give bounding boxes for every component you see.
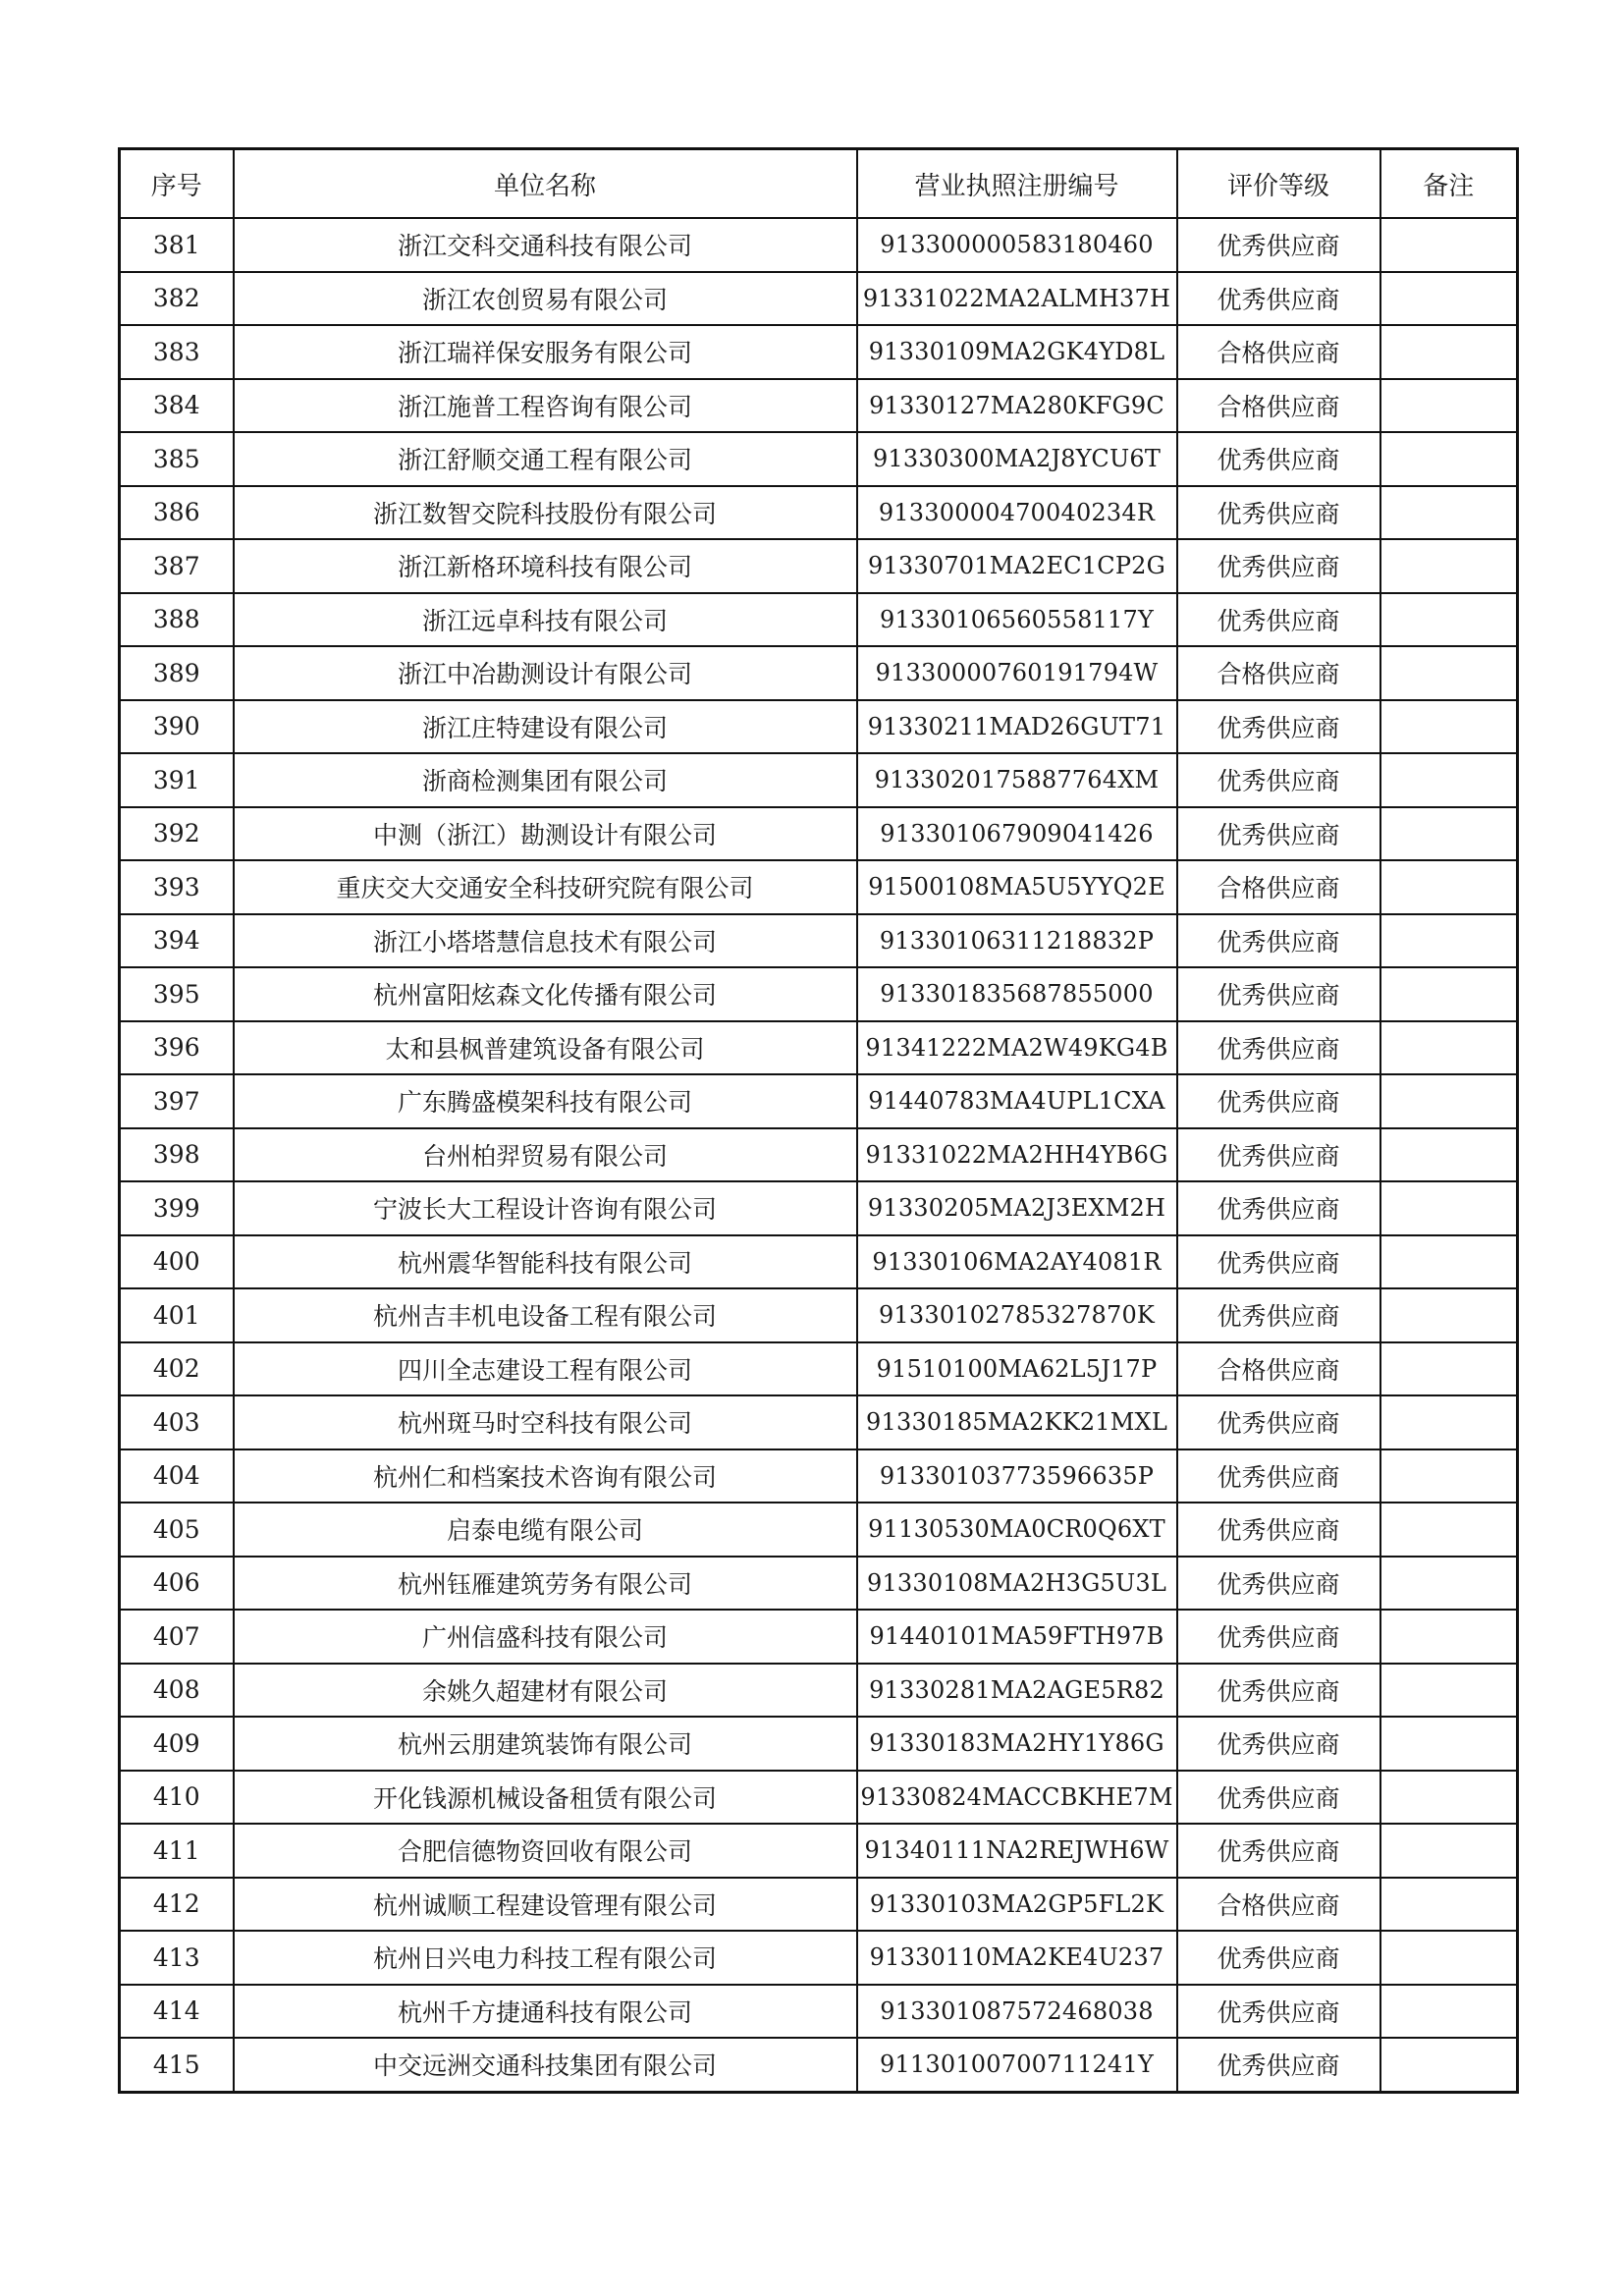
rating-cell: 优秀供应商 <box>1177 1021 1380 1075</box>
company-name-cell: 杭州震华智能科技有限公司 <box>234 1235 857 1289</box>
license-number-cell: 91330106560558117Y <box>857 593 1177 647</box>
rating-cell: 优秀供应商 <box>1177 432 1380 486</box>
rating-cell: 优秀供应商 <box>1177 753 1380 807</box>
rating-cell: 优秀供应商 <box>1177 1074 1380 1128</box>
license-number-cell: 91330281MA2AGE5R82 <box>857 1664 1177 1718</box>
license-number-cell: 913300000583180460 <box>857 218 1177 272</box>
remarks-cell <box>1380 1557 1518 1611</box>
seq-cell: 393 <box>120 860 234 914</box>
rating-cell: 优秀供应商 <box>1177 2038 1380 2092</box>
table-row <box>120 1557 1518 1611</box>
company-name-cell: 开化钱源机械设备租赁有限公司 <box>234 1771 857 1825</box>
remarks-cell <box>1380 753 1518 807</box>
company-name-cell: 杭州日兴电力科技工程有限公司 <box>234 1931 857 1985</box>
license-number-cell: 91330106311218832P <box>857 914 1177 968</box>
table-row <box>120 593 1518 647</box>
rating-cell: 合格供应商 <box>1177 646 1380 700</box>
seq-cell: 410 <box>120 1771 234 1825</box>
license-number-cell: 91330205MA2J3EXM2H <box>857 1181 1177 1235</box>
seq-cell: 390 <box>120 700 234 754</box>
seq-cell: 412 <box>120 1878 234 1932</box>
seq-cell: 385 <box>120 432 234 486</box>
license-number-cell: 91330183MA2HY1Y86G <box>857 1717 1177 1771</box>
header-company-name: 单位名称 <box>234 149 857 219</box>
company-name-cell: 浙江瑞祥保安服务有限公司 <box>234 325 857 379</box>
license-number-cell: 91330211MAD26GUT71 <box>857 700 1177 754</box>
remarks-cell <box>1380 807 1518 861</box>
header-seq: 序号 <box>120 149 234 219</box>
table-row <box>120 2038 1518 2092</box>
seq-cell: 408 <box>120 1664 234 1718</box>
remarks-cell <box>1380 432 1518 486</box>
table-body <box>120 218 1518 2092</box>
rating-cell: 合格供应商 <box>1177 860 1380 914</box>
seq-cell: 406 <box>120 1557 234 1611</box>
remarks-cell <box>1380 1288 1518 1342</box>
license-number-cell: 91330000470040234R <box>857 486 1177 540</box>
remarks-cell <box>1380 379 1518 433</box>
table-row <box>120 1824 1518 1878</box>
remarks-cell <box>1380 1985 1518 2039</box>
seq-cell: 403 <box>120 1395 234 1449</box>
license-number-cell: 91331022MA2HH4YB6G <box>857 1128 1177 1182</box>
company-name-cell: 浙江新格环境科技有限公司 <box>234 539 857 593</box>
company-name-cell: 浙江小塔塔慧信息技术有限公司 <box>234 914 857 968</box>
remarks-cell <box>1380 1503 1518 1557</box>
license-number-cell: 91330109MA2GK4YD8L <box>857 325 1177 379</box>
table-row <box>120 700 1518 754</box>
license-number-cell: 91330110MA2KE4U237 <box>857 1931 1177 1985</box>
remarks-cell <box>1380 593 1518 647</box>
table-row <box>120 1021 1518 1075</box>
company-name-cell: 杭州仁和档案技术咨询有限公司 <box>234 1449 857 1503</box>
remarks-cell <box>1380 539 1518 593</box>
seq-cell: 387 <box>120 539 234 593</box>
seq-cell: 394 <box>120 914 234 968</box>
company-name-cell: 浙江交科交通科技有限公司 <box>234 218 857 272</box>
company-name-cell: 浙江远卓科技有限公司 <box>234 593 857 647</box>
seq-cell: 389 <box>120 646 234 700</box>
rating-cell: 优秀供应商 <box>1177 1557 1380 1611</box>
license-number-cell: 91340111NA2REJWH6W <box>857 1824 1177 1878</box>
company-name-cell: 宁波长大工程设计咨询有限公司 <box>234 1181 857 1235</box>
remarks-cell <box>1380 1717 1518 1771</box>
company-name-cell: 浙江中冶勘测设计有限公司 <box>234 646 857 700</box>
rating-cell: 优秀供应商 <box>1177 1449 1380 1503</box>
remarks-cell <box>1380 1610 1518 1664</box>
table-row <box>120 860 1518 914</box>
header-rating: 评价等级 <box>1177 149 1380 219</box>
rating-cell: 优秀供应商 <box>1177 807 1380 861</box>
company-name-cell: 四川全志建设工程有限公司 <box>234 1342 857 1396</box>
rating-cell: 优秀供应商 <box>1177 967 1380 1021</box>
table-row <box>120 1235 1518 1289</box>
seq-cell: 397 <box>120 1074 234 1128</box>
company-name-cell: 杭州富阳炫森文化传播有限公司 <box>234 967 857 1021</box>
license-number-cell: 9133020175887764XM <box>857 753 1177 807</box>
company-name-cell: 浙江庄特建设有限公司 <box>234 700 857 754</box>
remarks-cell <box>1380 218 1518 272</box>
rating-cell: 合格供应商 <box>1177 325 1380 379</box>
license-number-cell: 91330103773596635P <box>857 1449 1177 1503</box>
remarks-cell <box>1380 1771 1518 1825</box>
rating-cell: 优秀供应商 <box>1177 1181 1380 1235</box>
rating-cell: 优秀供应商 <box>1177 914 1380 968</box>
remarks-cell <box>1380 1824 1518 1878</box>
license-number-cell: 91330106MA2AY4081R <box>857 1235 1177 1289</box>
remarks-cell <box>1380 2038 1518 2092</box>
rating-cell: 合格供应商 <box>1177 379 1380 433</box>
company-name-cell: 太和县枫普建筑设备有限公司 <box>234 1021 857 1075</box>
rating-cell: 优秀供应商 <box>1177 1664 1380 1718</box>
license-number-cell: 91330824MACCBKHE7M <box>857 1771 1177 1825</box>
rating-cell: 优秀供应商 <box>1177 1288 1380 1342</box>
table-row <box>120 1771 1518 1825</box>
rating-cell: 优秀供应商 <box>1177 218 1380 272</box>
remarks-cell <box>1380 1235 1518 1289</box>
license-number-cell: 91330000760191794W <box>857 646 1177 700</box>
table-row <box>120 1342 1518 1396</box>
seq-cell: 384 <box>120 379 234 433</box>
table-row <box>120 1664 1518 1718</box>
table-row <box>120 379 1518 433</box>
company-name-cell: 中交远洲交通科技集团有限公司 <box>234 2038 857 2092</box>
company-name-cell: 浙江舒顺交通工程有限公司 <box>234 432 857 486</box>
seq-cell: 413 <box>120 1931 234 1985</box>
company-name-cell: 浙商检测集团有限公司 <box>234 753 857 807</box>
remarks-cell <box>1380 1342 1518 1396</box>
rating-cell: 优秀供应商 <box>1177 593 1380 647</box>
table-row <box>120 646 1518 700</box>
seq-cell: 414 <box>120 1985 234 2039</box>
company-name-cell: 重庆交大交通安全科技研究院有限公司 <box>234 860 857 914</box>
seq-cell: 392 <box>120 807 234 861</box>
rating-cell: 优秀供应商 <box>1177 539 1380 593</box>
rating-cell: 优秀供应商 <box>1177 1771 1380 1825</box>
company-name-cell: 杭州云朋建筑装饰有限公司 <box>234 1717 857 1771</box>
license-number-cell: 91440101MA59FTH97B <box>857 1610 1177 1664</box>
seq-cell: 409 <box>120 1717 234 1771</box>
rating-cell: 合格供应商 <box>1177 1342 1380 1396</box>
company-name-cell: 中测（浙江）勘测设计有限公司 <box>234 807 857 861</box>
table-row <box>120 807 1518 861</box>
seq-cell: 402 <box>120 1342 234 1396</box>
supplier-evaluation-table <box>118 147 1519 2094</box>
company-name-cell: 杭州钰雁建筑劳务有限公司 <box>234 1557 857 1611</box>
company-name-cell: 广东腾盛模架科技有限公司 <box>234 1074 857 1128</box>
table-row <box>120 967 1518 1021</box>
license-number-cell: 91500108MA5U5YYQ2E <box>857 860 1177 914</box>
table-row <box>120 1395 1518 1449</box>
seq-cell: 396 <box>120 1021 234 1075</box>
license-number-cell: 91330185MA2KK21MXL <box>857 1395 1177 1449</box>
table-row <box>120 1931 1518 1985</box>
company-name-cell: 杭州千方捷通科技有限公司 <box>234 1985 857 2039</box>
seq-cell: 415 <box>120 2038 234 2092</box>
company-name-cell: 杭州吉丰机电设备工程有限公司 <box>234 1288 857 1342</box>
table-row <box>120 1449 1518 1503</box>
seq-cell: 400 <box>120 1235 234 1289</box>
remarks-cell <box>1380 272 1518 326</box>
remarks-cell <box>1380 1931 1518 1985</box>
company-name-cell: 浙江施普工程咨询有限公司 <box>234 379 857 433</box>
license-number-cell: 91440783MA4UPL1CXA <box>857 1074 1177 1128</box>
license-number-cell: 91341222MA2W49KG4B <box>857 1021 1177 1075</box>
seq-cell: 411 <box>120 1824 234 1878</box>
company-name-cell: 合肥信德物资回收有限公司 <box>234 1824 857 1878</box>
table-row <box>120 1610 1518 1664</box>
remarks-cell <box>1380 486 1518 540</box>
license-number-cell: 91130100700711241Y <box>857 2038 1177 2092</box>
remarks-cell <box>1380 1128 1518 1182</box>
seq-cell: 404 <box>120 1449 234 1503</box>
seq-cell: 407 <box>120 1610 234 1664</box>
seq-cell: 399 <box>120 1181 234 1235</box>
table-row <box>120 1503 1518 1557</box>
license-number-cell: 91510100MA62L5J17P <box>857 1342 1177 1396</box>
table-row <box>120 1128 1518 1182</box>
remarks-cell <box>1380 1021 1518 1075</box>
remarks-cell <box>1380 325 1518 379</box>
remarks-cell <box>1380 860 1518 914</box>
seq-cell: 398 <box>120 1128 234 1182</box>
license-number-cell: 913301835687855000 <box>857 967 1177 1021</box>
license-number-cell: 91330127MA280KFG9C <box>857 379 1177 433</box>
seq-cell: 388 <box>120 593 234 647</box>
rating-cell: 优秀供应商 <box>1177 700 1380 754</box>
table-header-row <box>120 149 1518 219</box>
company-name-cell: 余姚久超建材有限公司 <box>234 1664 857 1718</box>
license-number-cell: 913301067909041426 <box>857 807 1177 861</box>
rating-cell: 优秀供应商 <box>1177 1985 1380 2039</box>
rating-cell: 优秀供应商 <box>1177 1931 1380 1985</box>
rating-cell: 优秀供应商 <box>1177 1717 1380 1771</box>
license-number-cell: 91331022MA2ALMH37H <box>857 272 1177 326</box>
license-number-cell: 91330102785327870K <box>857 1288 1177 1342</box>
rating-cell: 优秀供应商 <box>1177 486 1380 540</box>
table-row <box>120 1074 1518 1128</box>
remarks-cell <box>1380 700 1518 754</box>
header-license-number: 营业执照注册编号 <box>857 149 1177 219</box>
remarks-cell <box>1380 1449 1518 1503</box>
remarks-cell <box>1380 1395 1518 1449</box>
seq-cell: 381 <box>120 218 234 272</box>
rating-cell: 优秀供应商 <box>1177 1235 1380 1289</box>
remarks-cell <box>1380 1664 1518 1718</box>
table-row <box>120 432 1518 486</box>
table-row <box>120 914 1518 968</box>
remarks-cell <box>1380 914 1518 968</box>
remarks-cell <box>1380 1074 1518 1128</box>
rating-cell: 优秀供应商 <box>1177 1824 1380 1878</box>
rating-cell: 优秀供应商 <box>1177 272 1380 326</box>
rating-cell: 合格供应商 <box>1177 1878 1380 1932</box>
seq-cell: 405 <box>120 1503 234 1557</box>
license-number-cell: 913301087572468038 <box>857 1985 1177 2039</box>
remarks-cell <box>1380 1878 1518 1932</box>
company-name-cell: 杭州诚顺工程建设管理有限公司 <box>234 1878 857 1932</box>
table-row <box>120 1717 1518 1771</box>
company-name-cell: 浙江数智交院科技股份有限公司 <box>234 486 857 540</box>
table-row <box>120 539 1518 593</box>
table-row <box>120 1181 1518 1235</box>
license-number-cell: 91330108MA2H3G5U3L <box>857 1557 1177 1611</box>
license-number-cell: 91330103MA2GP5FL2K <box>857 1878 1177 1932</box>
table-row <box>120 486 1518 540</box>
company-name-cell: 浙江农创贸易有限公司 <box>234 272 857 326</box>
remarks-cell <box>1380 967 1518 1021</box>
rating-cell: 优秀供应商 <box>1177 1128 1380 1182</box>
company-name-cell: 台州柏羿贸易有限公司 <box>234 1128 857 1182</box>
table-row <box>120 1878 1518 1932</box>
table-row <box>120 1288 1518 1342</box>
license-number-cell: 91330701MA2EC1CP2G <box>857 539 1177 593</box>
remarks-cell <box>1380 646 1518 700</box>
header-remarks: 备注 <box>1380 149 1518 219</box>
company-name-cell: 启泰电缆有限公司 <box>234 1503 857 1557</box>
rating-cell: 优秀供应商 <box>1177 1610 1380 1664</box>
seq-cell: 401 <box>120 1288 234 1342</box>
company-name-cell: 杭州斑马时空科技有限公司 <box>234 1395 857 1449</box>
rating-cell: 优秀供应商 <box>1177 1395 1380 1449</box>
table-row <box>120 218 1518 272</box>
seq-cell: 386 <box>120 486 234 540</box>
table-row <box>120 325 1518 379</box>
seq-cell: 382 <box>120 272 234 326</box>
seq-cell: 395 <box>120 967 234 1021</box>
rating-cell: 优秀供应商 <box>1177 1503 1380 1557</box>
license-number-cell: 91330300MA2J8YCU6T <box>857 432 1177 486</box>
remarks-cell <box>1380 1181 1518 1235</box>
table-row <box>120 753 1518 807</box>
table-row <box>120 1985 1518 2039</box>
table-row <box>120 272 1518 326</box>
seq-cell: 383 <box>120 325 234 379</box>
license-number-cell: 91130530MA0CR0Q6XT <box>857 1503 1177 1557</box>
company-name-cell: 广州信盛科技有限公司 <box>234 1610 857 1664</box>
seq-cell: 391 <box>120 753 234 807</box>
